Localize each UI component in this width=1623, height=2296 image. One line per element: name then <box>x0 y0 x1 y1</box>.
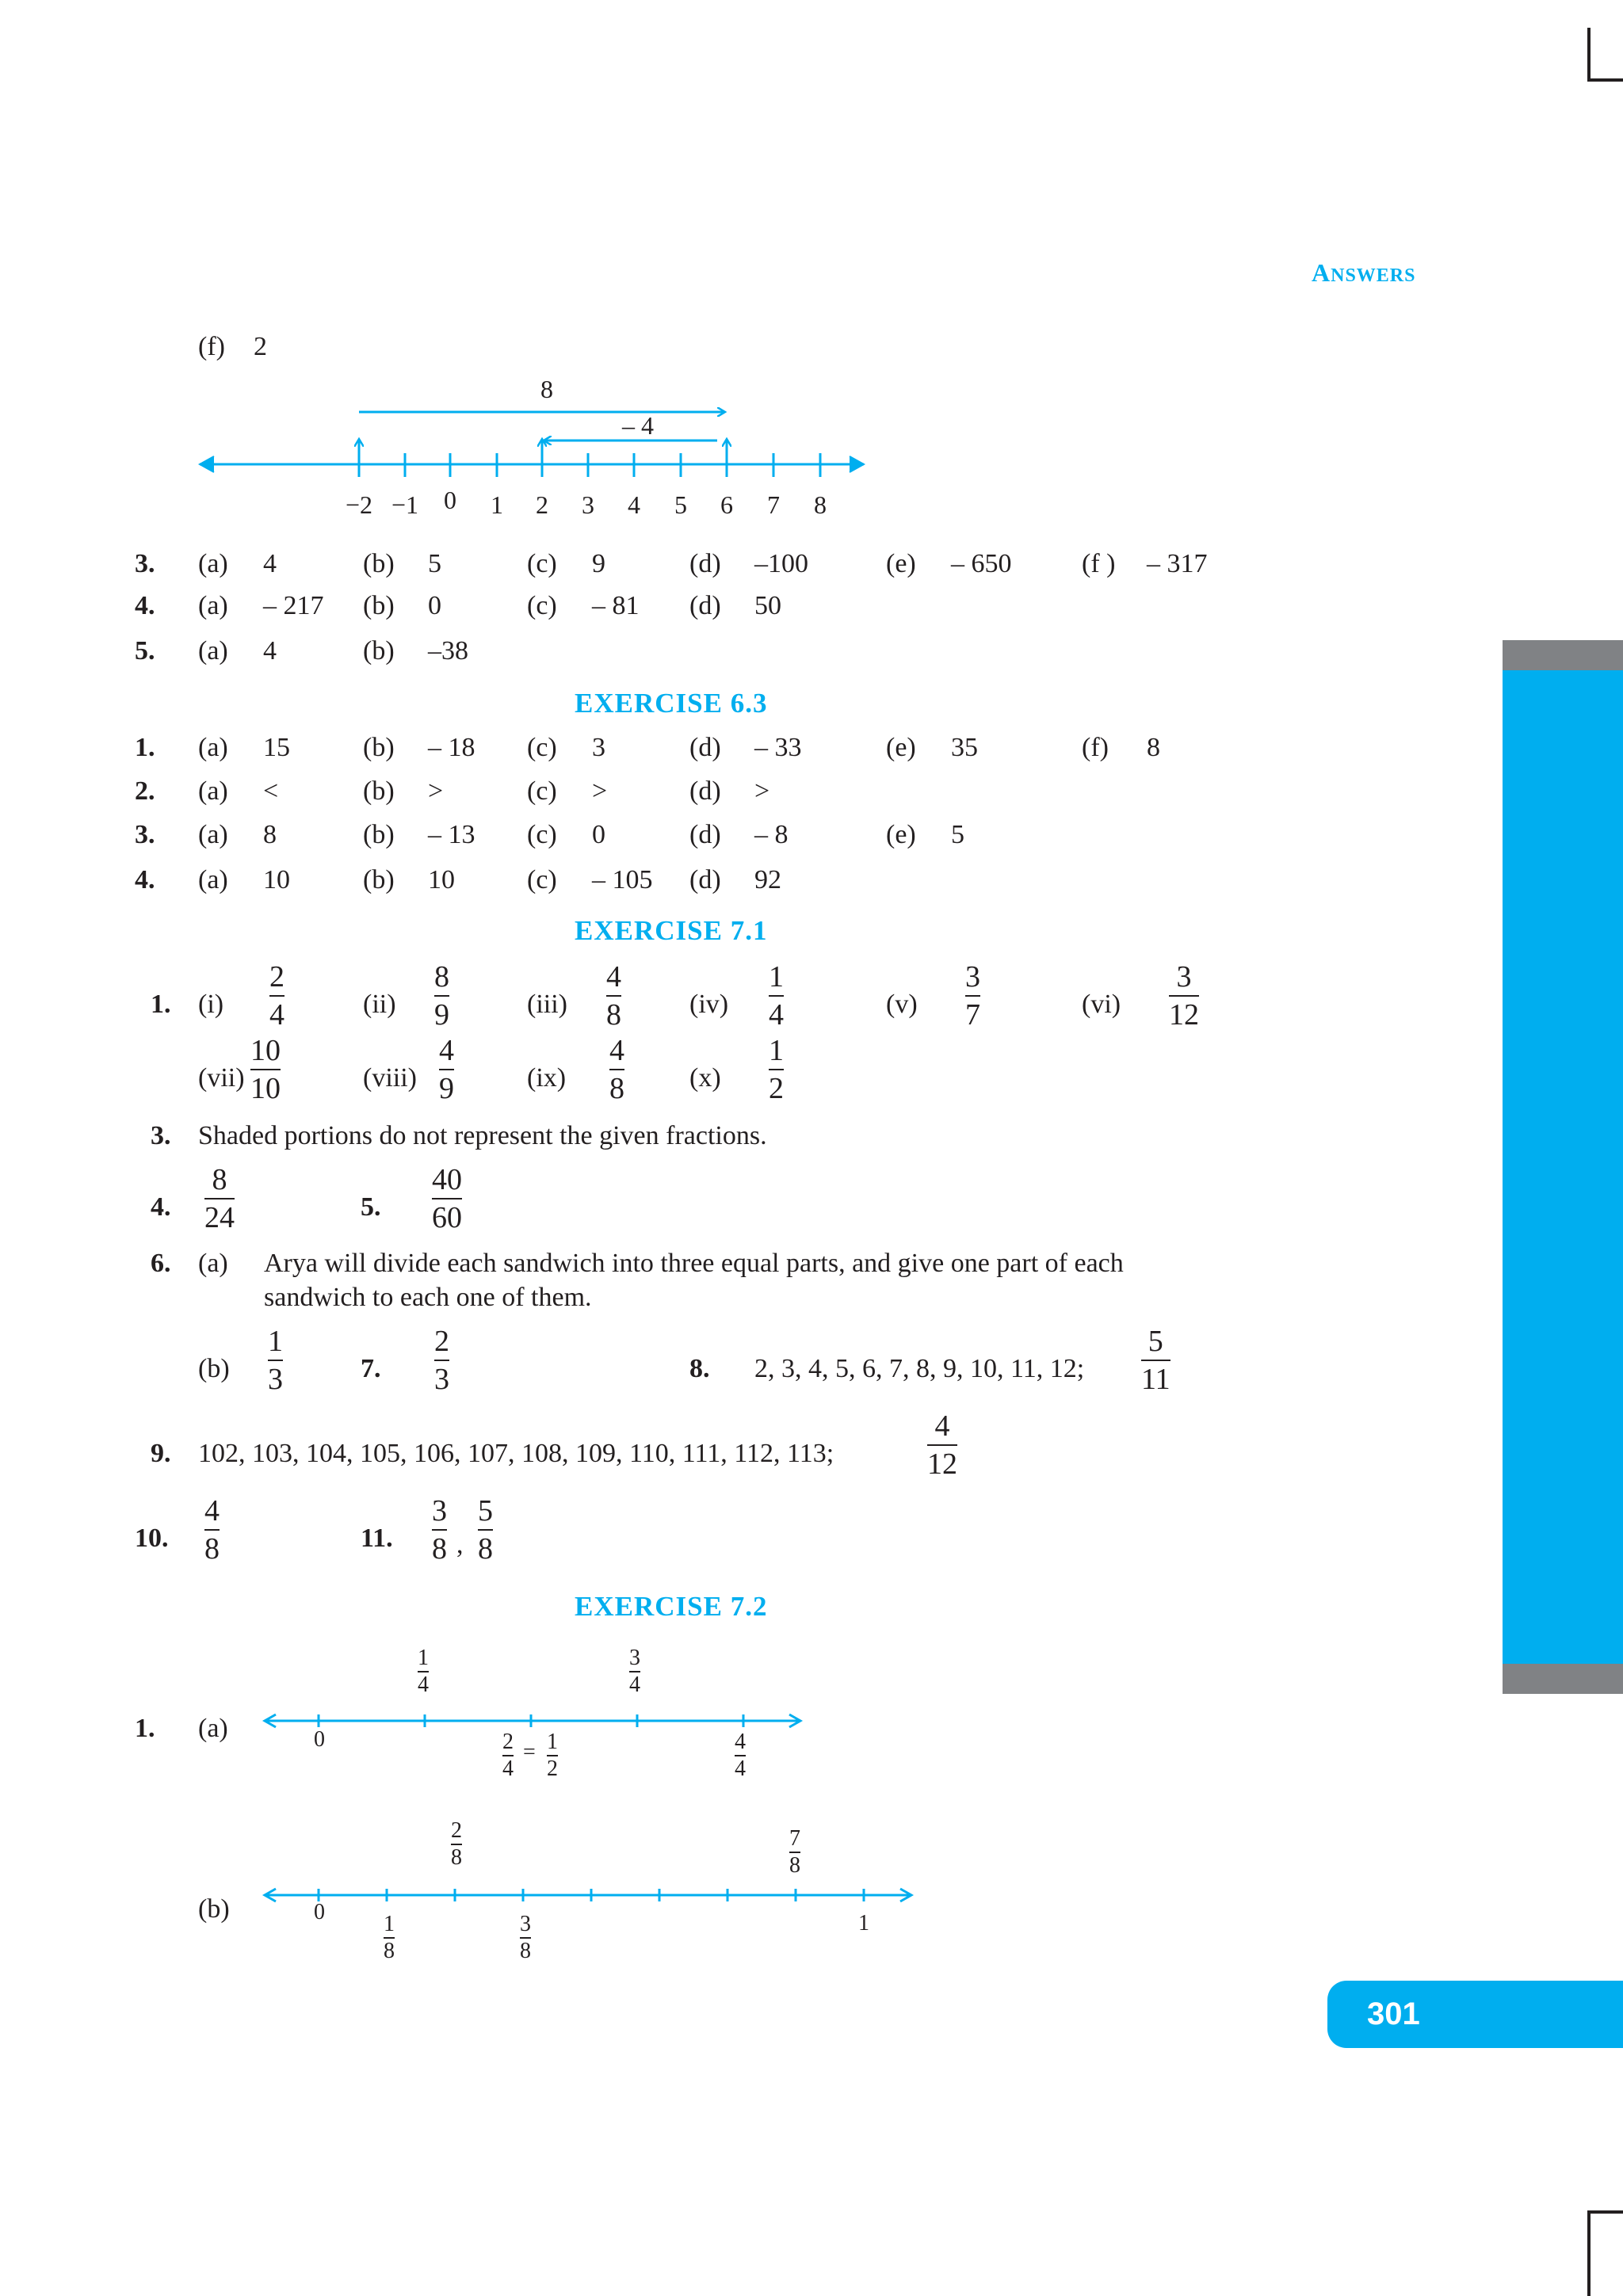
ex63-q4-label-0: (a) <box>198 865 228 894</box>
ex63-q1-label-0: (a) <box>198 733 228 762</box>
ex63-q1-value-2: 3 <box>592 733 605 762</box>
tick-label-7: 5 <box>674 490 687 519</box>
ex63-q3-value-0: 8 <box>263 820 277 849</box>
side-tab <box>1503 640 1623 1694</box>
crop-mark-bottom-right-v <box>1587 2210 1591 2296</box>
ex63-q3-label-2: (c) <box>527 820 557 849</box>
ex63-q3-label-4: (e) <box>886 820 916 849</box>
q1-row1-fraction-3: 1 4 <box>769 960 784 1032</box>
ex63-q1-value-4: 35 <box>951 733 978 762</box>
ex63-q2-label-2: (c) <box>527 776 557 806</box>
ex_prev-q4-label-2: (c) <box>527 591 557 620</box>
ex_prev-q4-label-3: (d) <box>689 591 721 620</box>
ex_prev-q3-value-4: – 650 <box>951 549 1012 578</box>
ex_prev-q3-value-1: 5 <box>428 549 441 578</box>
ex63-q4-value-0: 10 <box>263 865 290 894</box>
ex63-q1-value-3: – 33 <box>754 733 802 762</box>
fraction-number-line-eighths <box>262 1886 919 1917</box>
q1-row2-fraction-0: 10 10 <box>250 1034 281 1105</box>
tick-label-3: 1 <box>491 490 503 519</box>
number-line-labels <box>346 486 827 519</box>
q11-separator: , <box>456 1530 464 1559</box>
line-a-one-quarter: 1 4 <box>418 1646 429 1697</box>
ex63-q1-value-1: – 18 <box>428 733 475 762</box>
ex_prev-q4-label-1: (b) <box>363 591 395 620</box>
q1-row2-fraction-2: 4 8 <box>609 1034 624 1105</box>
running-header <box>1312 258 1415 288</box>
ex63-q4-label-2: (c) <box>527 865 557 894</box>
q1-a-label-7-2: (a) <box>198 1714 228 1743</box>
ex_prev-q3-value-3: –100 <box>754 549 808 578</box>
ex63-q1-label-5: (f) <box>1082 733 1109 762</box>
q8-text: 2, 3, 4, 5, 6, 7, 8, 9, 10, 11, 12; <box>754 1354 1085 1383</box>
ex63-q1-label-1: (b) <box>363 733 395 762</box>
ex_prev-q3-value-0: 4 <box>263 549 277 578</box>
ex_prev-q5-label-1: (b) <box>363 636 395 666</box>
q1-row1-label-5: (vi) <box>1082 990 1121 1019</box>
ex63-q3-label-0: (a) <box>198 820 228 849</box>
ex_prev-q5-value-1: –38 <box>428 636 468 666</box>
q1-row2-label-0: (vii) <box>198 1063 245 1093</box>
line-a-zero: 0 <box>314 1727 325 1752</box>
ex63-q1-value-0: 15 <box>263 733 290 762</box>
q1-row2-fraction-3: 1 2 <box>769 1034 784 1105</box>
ex_prev-q4-value-1: 0 <box>428 591 441 620</box>
ex63-q4-label-3: (d) <box>689 865 721 894</box>
tick-label-5: 3 <box>582 490 594 519</box>
tick-label-6: 4 <box>628 490 640 519</box>
line-a-equals: = <box>523 1740 536 1764</box>
tick-label-2: 0 <box>444 486 456 514</box>
q6-a-label: (a) <box>198 1249 228 1278</box>
ex_prev-q3-label-5: (f ) <box>1082 549 1116 578</box>
ex_prev-q3-label-3: (d) <box>689 549 721 578</box>
ex63-q2-value-3: > <box>754 776 770 806</box>
q1-row1-fraction-1: 8 9 <box>434 960 449 1032</box>
page-number: 301 <box>1367 1997 1420 2031</box>
q1-row1-label-0: (i) <box>198 990 224 1019</box>
q11-fraction-1: 3 8 <box>432 1494 447 1566</box>
ex63-q2-label-1: (b) <box>363 776 395 806</box>
line-a-two-quarters: 2 4 <box>502 1730 514 1781</box>
ex63-q2-label-0: (a) <box>198 776 228 806</box>
exercise-7-1-title: EXERCISE 7.1 <box>575 915 768 946</box>
header-rest: NSWERS <box>1331 265 1416 286</box>
ex_prev-q4-value-0: – 217 <box>263 591 324 620</box>
q5-fraction: 40 60 <box>432 1163 462 1234</box>
ex63-q4-value-3: 92 <box>754 865 781 894</box>
q6-b-fraction: 1 3 <box>268 1325 283 1396</box>
q11-number-7-1: 11. <box>361 1524 393 1553</box>
line-b-seven-eighths: 7 8 <box>789 1826 800 1878</box>
ex63-q2-label-3: (d) <box>689 776 721 806</box>
tick-label-1: −1 <box>391 490 419 519</box>
q4-fraction: 8 24 <box>204 1163 235 1234</box>
ex63-q4-value-1: 10 <box>428 865 455 894</box>
q1-row1-fraction-2: 4 8 <box>606 960 621 1032</box>
ex63-q3-label-1: (b) <box>363 820 395 849</box>
line-b-two-eighths: 2 8 <box>451 1818 462 1870</box>
q3-text-7-1: Shaded portions do not represent the given fractions. <box>198 1121 767 1150</box>
header-first-letter: A <box>1312 258 1331 287</box>
ex_prev-q3-label-4: (e) <box>886 549 916 578</box>
ex_prev-q3-number: 3. <box>135 549 155 578</box>
q6-b-label: (b) <box>198 1354 230 1383</box>
f-label: (f) <box>198 332 225 361</box>
q8-number-7-1: 8. <box>689 1354 710 1383</box>
ex63-q4-number: 4. <box>135 865 155 894</box>
ex63-q1-label-3: (d) <box>689 733 721 762</box>
q1-row1-fraction-0: 2 4 <box>269 960 285 1032</box>
q6-number-7-1: 6. <box>151 1249 171 1278</box>
line-a-one-half: 1 2 <box>547 1730 558 1781</box>
ex63-q3-label-3: (d) <box>689 820 721 849</box>
q1-row1-label-4: (v) <box>886 990 918 1019</box>
tick-label-9: 7 <box>767 490 780 519</box>
tick-label-4: 2 <box>536 490 548 519</box>
ex63-q2-value-2: > <box>592 776 608 806</box>
ex63-q3-value-4: 5 <box>951 820 964 849</box>
line-b-one-eighth: 1 8 <box>384 1912 395 1963</box>
q1-row2-label-1: (viii) <box>363 1063 417 1093</box>
q6-a-line1: Arya will divide each sandwich into three equal parts, and give one part of each <box>264 1249 1124 1278</box>
f-value: 2 <box>254 332 267 361</box>
tick-label-10: 8 <box>814 490 827 519</box>
q1-number-7-1: 1. <box>151 990 171 1019</box>
ex63-q2-number: 2. <box>135 776 155 806</box>
q4-number-7-1: 4. <box>151 1192 171 1222</box>
q1-row2-label-3: (x) <box>689 1063 721 1093</box>
ex63-q3-value-1: – 13 <box>428 820 475 849</box>
ex63-q4-label-1: (b) <box>363 865 395 894</box>
arrow-label-8: 8 <box>540 375 553 403</box>
line-b-zero: 0 <box>314 1900 325 1924</box>
crop-mark-top-right-h <box>1587 78 1623 82</box>
tick-label-0: −2 <box>345 490 373 519</box>
exercise-7-2-title: EXERCISE 7.2 <box>575 1591 768 1622</box>
line-b-one: 1 <box>858 1911 869 1936</box>
ex_prev-q5-number: 5. <box>135 636 155 666</box>
exercise-6-3-title: EXERCISE 6.3 <box>575 688 768 719</box>
q1-row1-label-3: (iv) <box>689 990 729 1019</box>
ex_prev-q3-label-2: (c) <box>527 549 557 578</box>
tick-label-8: 6 <box>720 490 733 519</box>
ex_prev-q3-label-1: (b) <box>363 549 395 578</box>
arrow-label-minus-4: – 4 <box>622 411 654 440</box>
line-a-four-quarters: 4 4 <box>735 1730 746 1781</box>
line-a-three-quarters: 3 4 <box>629 1646 640 1697</box>
q9-text: 102, 103, 104, 105, 106, 107, 108, 109, 110, 111, 112, 113; <box>198 1439 834 1468</box>
ex63-q2-value-0: < <box>263 776 279 806</box>
crop-mark-top-right-v <box>1587 28 1591 82</box>
ex63-q1-label-2: (c) <box>527 733 557 762</box>
q1-row2-label-2: (ix) <box>527 1063 567 1093</box>
ex63-q3-value-3: – 8 <box>754 820 789 849</box>
integer-number-line <box>190 372 888 523</box>
page-number-badge <box>1327 1981 1623 2048</box>
q7-number-7-1: 7. <box>361 1354 381 1383</box>
ex63-q1-value-5: 8 <box>1147 733 1160 762</box>
ex_prev-q3-value-2: 9 <box>592 549 605 578</box>
q1-row1-fraction-4: 3 7 <box>965 960 980 1032</box>
ex63-q1-label-4: (e) <box>886 733 916 762</box>
fraction-number-line-quarters <box>262 1711 816 1743</box>
ex_prev-q4-value-2: – 81 <box>592 591 640 620</box>
ex_prev-q5-value-0: 4 <box>263 636 277 666</box>
q10-fraction: 4 8 <box>204 1494 220 1566</box>
q1-b-label-7-2: (b) <box>198 1894 230 1924</box>
q3-number-7-1: 3. <box>151 1121 171 1150</box>
q1-row1-label-1: (ii) <box>363 990 396 1019</box>
ex63-q4-value-2: – 105 <box>592 865 653 894</box>
ex_prev-q4-label-0: (a) <box>198 591 228 620</box>
q11-fraction-2: 5 8 <box>478 1494 493 1566</box>
q6-a-line2: sandwich to each one of them. <box>264 1283 592 1312</box>
q8-fraction: 5 11 <box>1141 1325 1170 1396</box>
q7-fraction: 2 3 <box>434 1325 449 1396</box>
ex_prev-q4-value-3: 50 <box>754 591 781 620</box>
q5-number-7-1: 5. <box>361 1192 381 1222</box>
ex63-q1-number: 1. <box>135 733 155 762</box>
ex63-q2-value-1: > <box>428 776 444 806</box>
ex_prev-q3-label-0: (a) <box>198 549 228 578</box>
q1-row2-fraction-1: 4 9 <box>439 1034 454 1105</box>
ex_prev-q3-value-5: – 317 <box>1147 549 1208 578</box>
ex63-q3-value-2: 0 <box>592 820 605 849</box>
ex_prev-q5-label-0: (a) <box>198 636 228 666</box>
crop-mark-bottom-right-h <box>1587 2210 1623 2214</box>
q10-number-7-1: 10. <box>135 1524 169 1553</box>
q1-number-7-2: 1. <box>135 1714 155 1743</box>
q9-number-7-1: 9. <box>151 1439 171 1468</box>
q1-row1-label-2: (iii) <box>527 990 567 1019</box>
ex_prev-q4-number: 4. <box>135 591 155 620</box>
ex63-q3-number: 3. <box>135 820 155 849</box>
q1-row1-fraction-5: 3 12 <box>1169 960 1199 1032</box>
line-b-three-eighths: 3 8 <box>520 1912 531 1963</box>
q9-fraction: 4 12 <box>927 1409 957 1481</box>
